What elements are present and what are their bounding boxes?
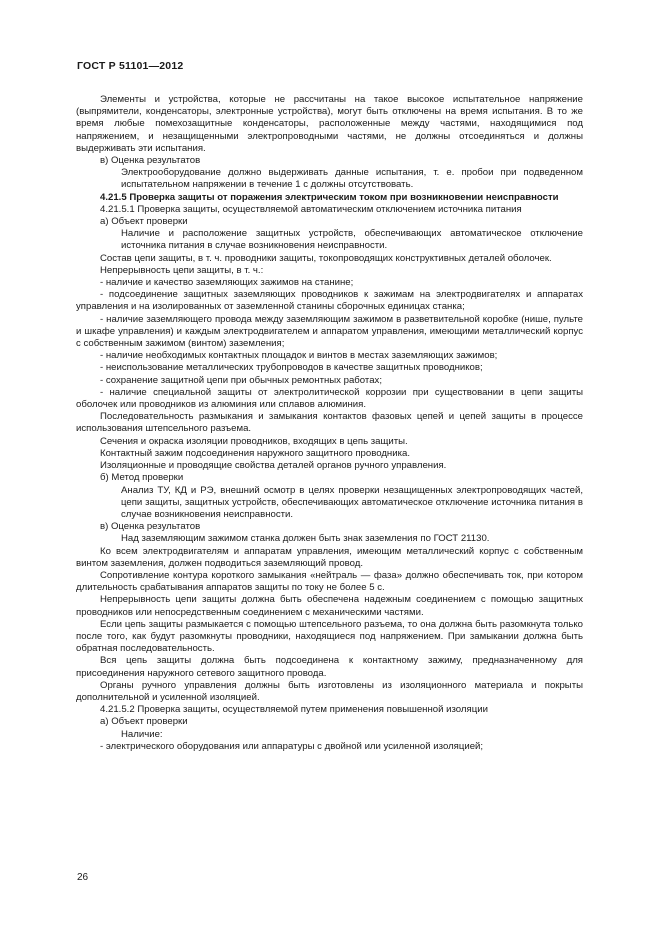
subsection-label: а) Объект проверки bbox=[100, 216, 188, 228]
section-heading: 4.21.5 Проверка защиты от поражения электрическим током при возникновении неисправности bbox=[100, 191, 559, 203]
list-item: - неиспользование металлических трубопроводов в качестве защитных проводников; bbox=[100, 362, 483, 374]
paragraph: Сечения и окраска изоляции проводников, входящих в цепь защиты. bbox=[100, 435, 408, 447]
paragraph: Анализ ТУ, КД и РЭ, внешний осмотр в целях проверки незащищенных электропроводящих частей, цепи защиты, защитных устройств, обеспечивающих автоматическое отключение источника питания в случае возникновения неисправности. bbox=[121, 484, 583, 520]
subsection-label: в) Оценка результатов bbox=[100, 155, 201, 167]
list-item: - наличие специальной защиты от электролитической коррозии при существовании в цепи защиты оболочек или проводников из алюминия или сплавов алюминия. bbox=[76, 386, 583, 411]
subsection-heading: 4.21.5.1 Проверка защиты, осуществляемой автоматическим отключением источника питания bbox=[100, 203, 522, 215]
list-item: - наличие и качество заземляющих зажимов на станине; bbox=[100, 277, 354, 289]
page-number: 26 bbox=[77, 872, 89, 883]
subsection-label: в) Оценка результатов bbox=[100, 521, 201, 533]
list-item: - подсоединение защитных заземляющих проводников к зажимам на электродвигателях и аппаратах управления и на изолированных от заземленной станины сборочных единицах станка; bbox=[76, 289, 583, 313]
paragraph: Изоляционные и проводящие свойства деталей органов ручного управления. bbox=[100, 460, 447, 472]
paragraph: Контактный зажим подсоединения наружного защитного проводника. bbox=[100, 447, 410, 459]
paragraph: Непрерывность цепи защиты должна быть обеспечена надежным соединением с помощью защитных проводников или непосредственным соединением с механическими частями. bbox=[76, 594, 583, 618]
paragraph: Элементы и устройства, которые не рассчитаны на такое высокое испытательное напряжение (выпрямители, конденсаторы, электронные устройства), могут быть отключены на время испытания. В то же время любые помехозащитные конденсаторы, расположенные между частями, находящимися под напряжением, и незащищенными электропроводными частями, не должны отсоединяться и должны выдерживать эти испытания. bbox=[76, 94, 583, 154]
list-item: - сохранение защитной цепи при обычных ремонтных работах; bbox=[100, 374, 382, 386]
subsection-heading: 4.21.5.2 Проверка защиты, осуществляемой путем применения повышенной изоляции bbox=[100, 704, 488, 716]
paragraph: Электрооборудование должно выдерживать данные испытания, т. е. пробои при подведенном испытательном напряжении в течение 1 с должны отсутствовать. bbox=[121, 167, 583, 191]
subsection-label: б) Метод проверки bbox=[100, 472, 184, 484]
paragraph: Ко всем электродвигателям и аппаратам управления, имеющим металлический корпус с собственным винтом заземления, должен подводиться заземляющий провод. bbox=[76, 545, 583, 569]
paragraph: Над заземляющим зажимом станка должен быть знак заземления по ГОСТ 21130. bbox=[121, 533, 490, 545]
paragraph: Состав цепи защиты, в т. ч. проводники защиты, токопроводящих конструктивных деталей оболочек. bbox=[100, 252, 552, 264]
list-item: - электрического оборудования или аппаратуры с двойной или усиленной изоляцией; bbox=[100, 740, 484, 752]
list-item: - наличие необходимых контактных площадок и винтов в местах заземляющих зажимов; bbox=[100, 350, 498, 362]
paragraph: Непрерывность цепи защиты, в т. ч.: bbox=[100, 264, 264, 276]
paragraph: Сопротивление контура короткого замыкания «нейтраль — фаза» должно обеспечивать ток, при котором длительность срабатывания аппаратов защиты по току не более 5 с. bbox=[76, 569, 583, 594]
paragraph: Последовательность размыкания и замыкания контактов фазовых цепей и цепей защиты в процессе использования штепсельного разъема. bbox=[76, 411, 583, 435]
subsection-label: а) Объект проверки bbox=[100, 716, 188, 728]
paragraph: Наличие: bbox=[121, 728, 163, 740]
list-item: - наличие заземляющего провода между заземляющим зажимом в разветвительной коробке (нише, пульте и шкафе управления) и каждым электродвигателем и аппаратом управления, имеющими металлический корпус с собственным зажимом (винтом) заземления; bbox=[76, 313, 583, 350]
paragraph: Вся цепь защиты должна быть подсоединена к контактному зажиму, предназначенному для присоединения наружного сетевого защитного провода. bbox=[76, 655, 583, 679]
paragraph: Органы ручного управления должны быть изготовлены из изоляционного материала и покрыты дополнительной и усиленной изоляцией. bbox=[76, 679, 583, 703]
paragraph: Если цепь защиты размыкается с помощью штепсельного разъема, то она должна быть разомкнута только после того, как будут разомкнуты проводники, находящиеся под напряжением. При замыкании должна быть обратная последовательность. bbox=[76, 618, 583, 655]
paragraph: Наличие и расположение защитных устройств, обеспечивающих автоматическое отключение источника питания в случае возникновения неисправности. bbox=[121, 228, 583, 252]
document-header: ГОСТ Р 51101—2012 bbox=[77, 60, 184, 72]
document-body bbox=[76, 94, 583, 753]
